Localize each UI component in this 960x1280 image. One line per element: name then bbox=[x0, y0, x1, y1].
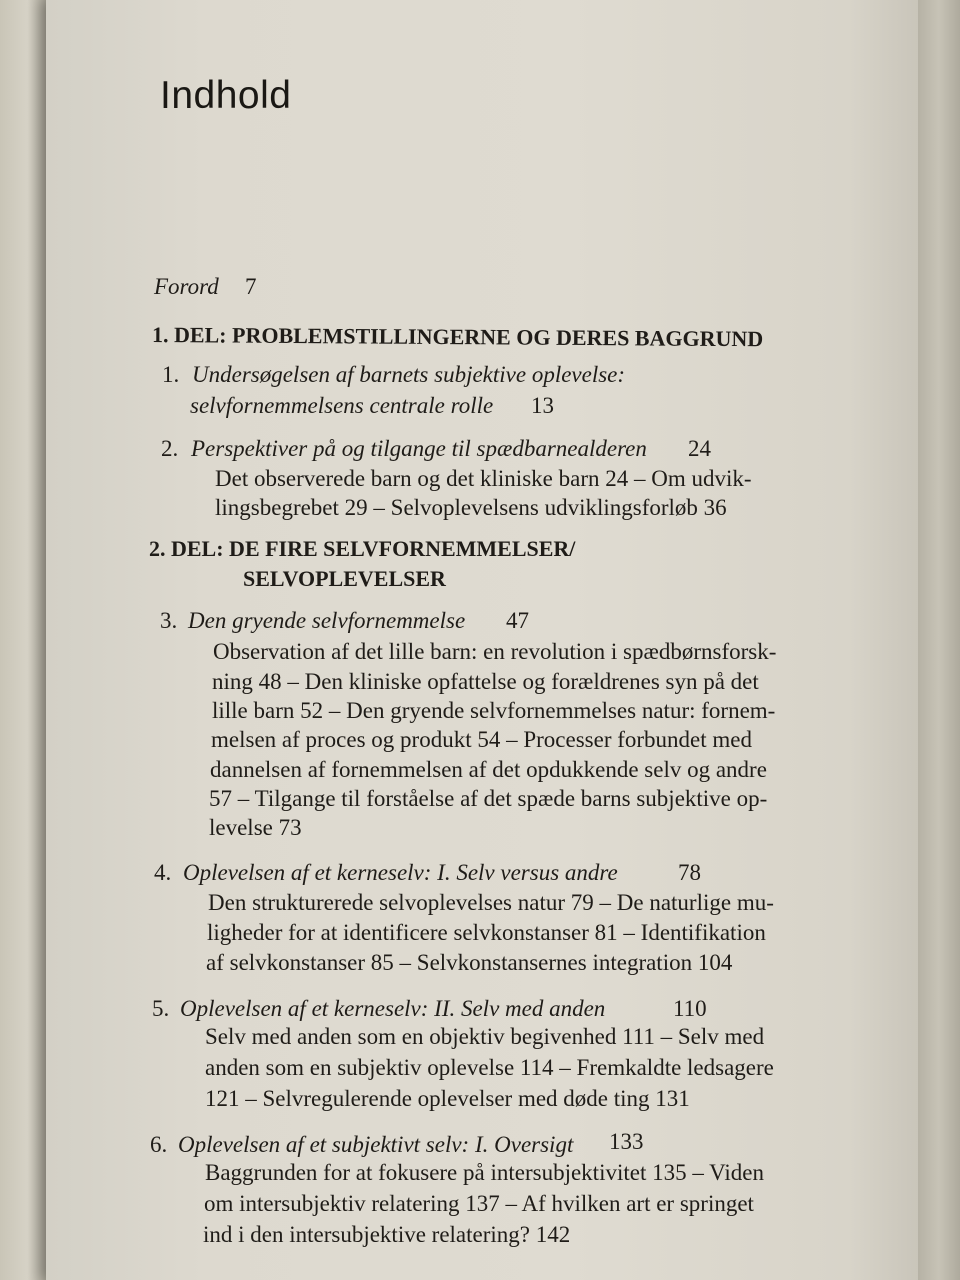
part-1-heading: 1. DEL: PROBLEMSTILLINGERNE OG DERES BAGGRUND bbox=[151, 322, 764, 352]
foreword-label: Forord bbox=[154, 274, 219, 299]
chapter-3-sections-line-2: ning 48 – Den kliniske opfattelse og forældrenes syn på det bbox=[212, 669, 759, 694]
chapter-4-sections-line-2: ligheder for at identificere selvkonstanser 81 – Identifikation bbox=[207, 920, 766, 945]
part-2-heading-line-2: SELVOPLEVELSER bbox=[243, 566, 446, 591]
page-title: Indhold bbox=[160, 74, 292, 117]
chapter-3-sections-line-3: lille barn 52 – Den gryende selvfornemmelses natur: fornem- bbox=[212, 698, 776, 723]
chapter-5-sections-line-3: 121 – Selvregulerende oplevelser med døde ting 131 bbox=[205, 1086, 690, 1111]
chapter-3-sections-line-6: 57 – Tilgange til forståelse af det spæde barns subjektive op- bbox=[209, 786, 768, 811]
chapter-6-sections-line-2: om intersubjektiv relatering 137 – Af hvilken art er springet bbox=[204, 1191, 754, 1216]
chapter-4-number: 4. bbox=[154, 860, 172, 885]
chapter-3-title: Den gryende selvfornemmelse bbox=[188, 608, 466, 633]
chapter-6-sections-line-1: Baggrunden for at fokusere på intersubjektivitet 135 – Viden bbox=[205, 1160, 764, 1185]
part-2-heading-line-1: 2. DEL: DE FIRE SELVFORNEMMELSER/ bbox=[149, 536, 576, 561]
chapter-5-number: 5. bbox=[152, 996, 170, 1021]
chapter-3-sections-line-4: melsen af proces og produkt 54 – Processer forbundet med bbox=[211, 727, 752, 752]
chapter-2-sections-line-2: lingsbegrebet 29 – Selvoplevelsens udviklingsforløb 36 bbox=[215, 495, 727, 520]
chapter-1-page: 13 bbox=[531, 393, 554, 418]
book-gutter bbox=[0, 0, 46, 1280]
chapter-2-title: Perspektiver på og tilgange til spædbarnealderen bbox=[191, 436, 647, 461]
chapter-6-page: 133 bbox=[609, 1129, 644, 1154]
chapter-3-sections-line-1: Observation af det lille barn: en revolution i spædbørnsforsk- bbox=[213, 639, 777, 664]
foreword-page: 7 bbox=[245, 274, 257, 299]
chapter-5-page: 110 bbox=[673, 996, 707, 1021]
chapter-2-number: 2. bbox=[161, 436, 179, 461]
chapter-5-sections-line-2: anden som en subjektiv oplevelse 114 – Fremkaldte ledsagere bbox=[205, 1055, 774, 1080]
chapter-1-title-line-1: Undersøgelsen af barnets subjektive oplevelse: bbox=[192, 362, 626, 387]
page-stack-edge bbox=[918, 0, 960, 1280]
chapter-3-sections-line-7: levelse 73 bbox=[209, 815, 302, 840]
chapter-6-title: Oplevelsen af et subjektivt selv: I. Oversigt bbox=[178, 1132, 574, 1157]
chapter-2-sections-line-1: Det observerede barn og det kliniske barn 24 – Om udvik- bbox=[215, 466, 752, 491]
chapter-4-title: Oplevelsen af et kerneselv: I. Selv versus andre bbox=[183, 860, 618, 885]
chapter-1-number: 1. bbox=[162, 362, 180, 387]
chapter-3-number: 3. bbox=[160, 608, 178, 633]
chapter-5-title: Oplevelsen af et kerneselv: II. Selv med anden bbox=[180, 996, 606, 1021]
chapter-3-page: 47 bbox=[506, 608, 529, 633]
chapter-2-page: 24 bbox=[688, 436, 711, 461]
chapter-4-page: 78 bbox=[678, 860, 701, 885]
chapter-4-sections-line-3: af selvkonstanser 85 – Selvkonstansernes integration 104 bbox=[206, 950, 733, 975]
chapter-1-title-line-2: selvfornemmelsens centrale rolle bbox=[190, 393, 494, 418]
chapter-3-sections-line-5: dannelsen af fornemmelsen af det opdukkende selv og andre bbox=[210, 757, 767, 782]
chapter-6-sections-line-3: ind i den intersubjektive relatering? 142 bbox=[203, 1222, 571, 1247]
chapter-5-sections-line-1: Selv med anden som en objektiv begivenhed 111 – Selv med bbox=[205, 1024, 765, 1049]
chapter-6-number: 6. bbox=[150, 1132, 168, 1157]
chapter-4-sections-line-1: Den strukturerede selvoplevelses natur 79 – De naturlige mu- bbox=[208, 890, 774, 915]
